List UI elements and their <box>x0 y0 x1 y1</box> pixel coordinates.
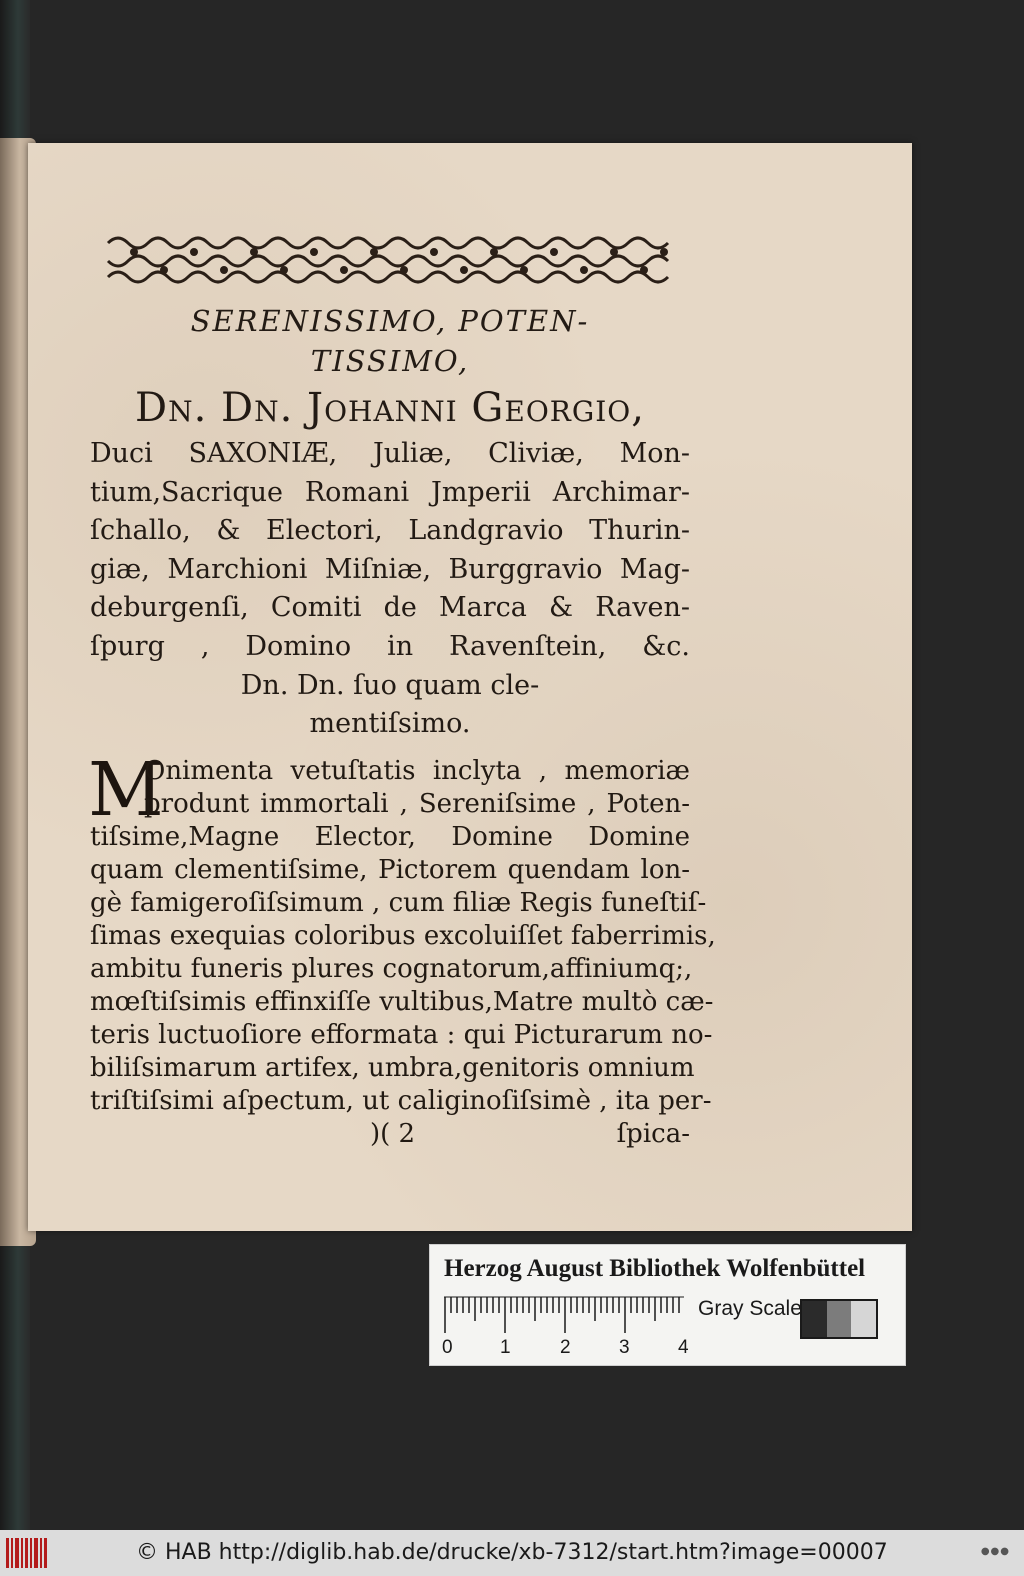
body-line: ſimas exequias coloribus excoluiſſet faberrimis, <box>90 921 716 951</box>
ruler-scale <box>444 1295 684 1335</box>
dedication-title-line: Duci SAXONIÆ, Juliæ, Cliviæ, Mon- <box>90 438 690 469</box>
ruler-number: 0 <box>442 1337 453 1358</box>
ruler-number: 2 <box>560 1337 571 1358</box>
dedication-title-line: giæ, Marchioni Miſniæ, Burggravio Mag- <box>90 553 690 585</box>
copyright-url[interactable]: © HAB http://diglib.hab.de/drucke/xb-7312/start.htm?image=00007 <box>136 1540 888 1565</box>
dedication-title-line: tium,Sacrique Romani Jmperii Archimar- <box>90 476 690 508</box>
gray-scale-label: Gray Scale <box>698 1297 802 1320</box>
body-line: Onimenta vetuſtatis inclyta , memoriæ <box>144 756 690 786</box>
dedication-closing-1: Dn. Dn. ſuo quam cle- <box>240 669 540 701</box>
dedication-title-line: deburgenſi, Comiti de Marca & Raven- <box>90 592 690 624</box>
ruler-number: 1 <box>500 1337 511 1358</box>
body-line: ambitu funeris plures cognatorum,affiniumq;, <box>90 954 693 984</box>
gray-scale-swatches <box>800 1299 878 1339</box>
body-line: tiſsime,Magne Elector, Domine Domine <box>90 822 690 852</box>
viewer-footer-bar <box>0 1530 1024 1576</box>
ruler-number: 3 <box>619 1337 630 1358</box>
ornamental-headpiece <box>104 229 682 291</box>
body-line: triſtiſsimi aſpectum, ut caliginoſiſsimè , ita per- <box>90 1086 712 1116</box>
drop-cap-letter: M <box>88 747 164 833</box>
body-line: produnt immortali , Sereniſsime , Poten- <box>144 789 690 819</box>
dedication-title-line: ſpurg , Domino in Ravenſtein, &c. <box>90 630 690 662</box>
body-text <box>88 747 716 1118</box>
book-page <box>28 143 912 1231</box>
dedication-closing-2: mentiſsimo. <box>309 708 471 740</box>
gray-swatch-dark <box>802 1301 827 1337</box>
body-line: teris luctuoſiore efformata : qui Picturarum no- <box>90 1020 713 1050</box>
body-line: quam clementiſsime, Pictorem quendam lon- <box>90 855 690 885</box>
dedication-line-2: TISSIMO, <box>310 344 470 378</box>
dedication-title-line: ſchallo, & Electori, Landgravio Thurin- <box>90 515 690 547</box>
gray-swatch-light <box>851 1301 876 1337</box>
body-line: gè famigeroſiſsimum , cum filiæ Regis funeſtiſ- <box>90 888 707 918</box>
dedication-line-1: SERENISSIMO, POTEN- <box>190 304 590 338</box>
gray-swatch-mid <box>827 1301 852 1337</box>
barcode-icon <box>6 1538 48 1568</box>
body-line: biliſsimarum artifex, umbra,genitoris omnium <box>90 1053 695 1083</box>
ruler-number: 4 <box>678 1337 689 1358</box>
catchword: ſpica- <box>616 1119 690 1149</box>
more-icon[interactable]: ●●● <box>980 1546 1010 1557</box>
body-line: mœſtiſsimis effinxiſſe vultibus,Matre multò cæ- <box>90 987 714 1017</box>
dedication-name: Dn. Dn. Johanni Georgio, <box>135 385 645 431</box>
dedication-block <box>90 301 690 744</box>
library-color-card <box>429 1244 906 1366</box>
library-name: Herzog August Bibliothek Wolfenbüttel <box>444 1255 866 1282</box>
signature-mark: )( 2 <box>370 1119 416 1149</box>
